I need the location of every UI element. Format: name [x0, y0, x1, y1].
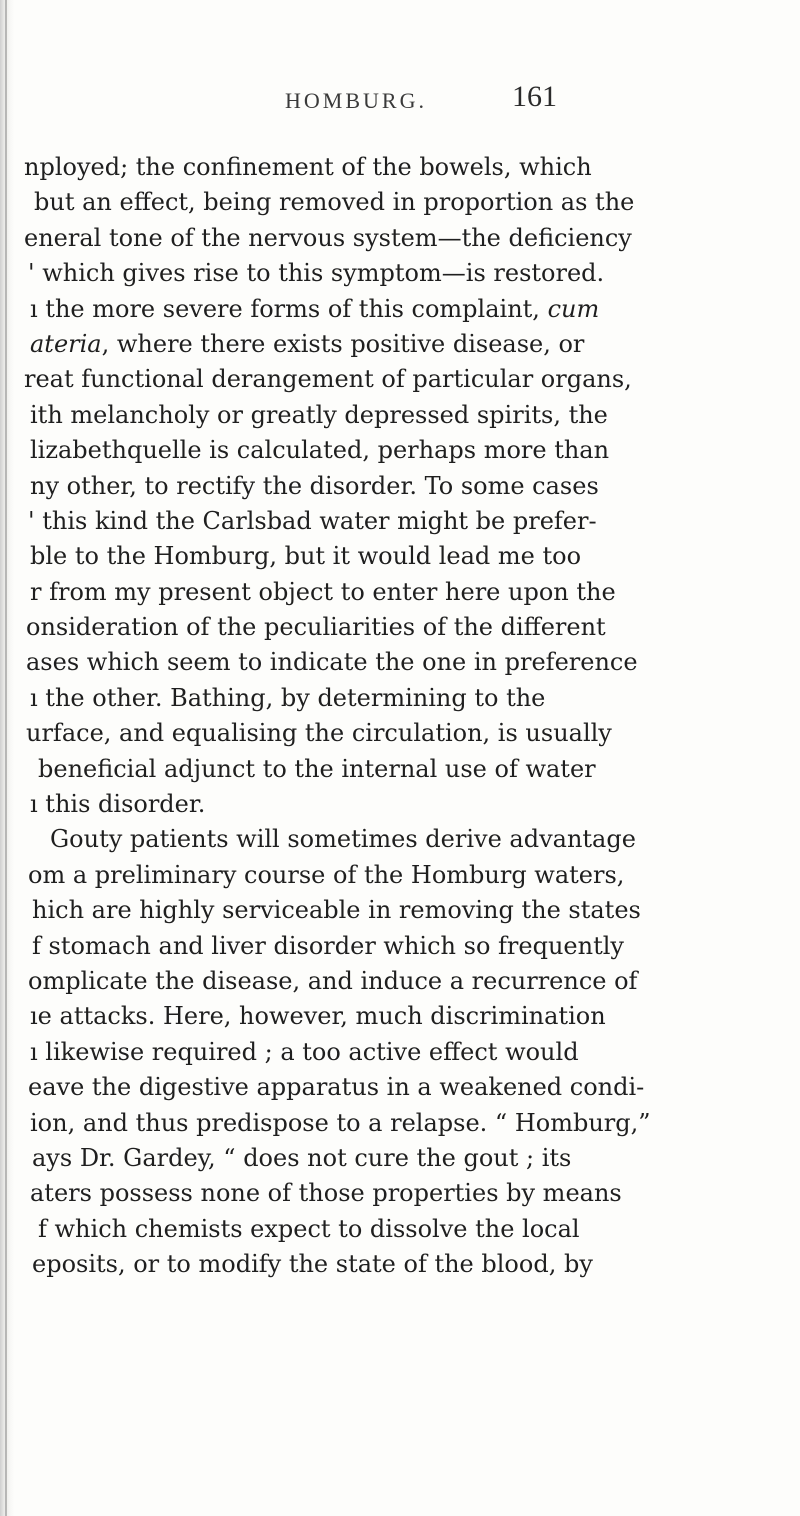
text-line: f which chemists expect to dissolve the local [38, 1214, 580, 1243]
text-line: ases which seem to indicate the one in preference [26, 648, 638, 677]
text-line: but an effect, being removed in proportion as the [34, 188, 635, 217]
text-line: om a preliminary course of the Homburg waters, [28, 860, 625, 889]
text-line: hich are highly serviceable in removing the states [32, 896, 641, 925]
gutter-line [5, 0, 7, 1516]
text-line: ith melancholy or greatly depressed spirits, the [30, 400, 608, 429]
text-line: ' this kind the Carlsbad water might be prefer- [28, 506, 597, 535]
text-line: urface, and equalising the circulation, is usually [26, 719, 612, 748]
text-line: ays Dr. Gardey, “ does not cure the gout ; its [32, 1143, 572, 1172]
text-line: ı likewise required ; a too active effect would [30, 1037, 579, 1066]
page-number: 161 [512, 80, 557, 113]
text-line: ' which gives rise to this symptom—is restored. [28, 259, 605, 288]
text-line: f stomach and liver disorder which so frequently [32, 931, 624, 960]
text-line: ion, and thus predispose to a relapse. “ Homburg,” [30, 1108, 651, 1137]
text-line: ı the more severe forms of this complaint, cum [30, 294, 600, 323]
text-line: ı this disorder. [30, 790, 206, 819]
running-header [0, 78, 800, 118]
text-line: ateria, where there exists positive disease, or [30, 329, 585, 358]
italic-phrase: ateria [30, 329, 102, 358]
text-line: omplicate the disease, and induce a recurrence of [28, 966, 638, 995]
text-line: Gouty patients will sometimes derive advantage [50, 825, 636, 854]
text-line: reat functional derangement of particular organs, [24, 365, 632, 394]
text-line: nployed; the confinement of the bowels, which [24, 153, 592, 181]
text-line: lizabethquelle is calculated, perhaps more than [30, 436, 610, 465]
text-line: ıe attacks. Here, however, much discrimination [30, 1002, 606, 1031]
text-line: aters possess none of those properties by means [30, 1179, 622, 1208]
page-binding-edge [0, 0, 14, 1516]
running-title: HOMBURG. [285, 88, 427, 113]
text-line: ny other, to rectify the disorder. To some cases [30, 471, 599, 500]
text-line: eposits, or to modify the state of the blood, by [32, 1250, 593, 1279]
text-line: ble to the Homburg, but it would lead me too [30, 542, 582, 571]
text-line: onsideration of the peculiarities of the different [26, 613, 606, 642]
text-line: beneficial adjunct to the internal use of water [38, 754, 596, 783]
text-line: ı the other. Bathing, by determining to the [30, 683, 546, 712]
body-text [16, 150, 786, 1283]
text-line: r from my present object to enter here upon the [30, 577, 616, 606]
text-line: eneral tone of the nervous system—the deficiency [24, 223, 632, 252]
text-line: eave the digestive apparatus in a weakened condi- [28, 1073, 645, 1102]
italic-phrase: cum [547, 294, 600, 323]
